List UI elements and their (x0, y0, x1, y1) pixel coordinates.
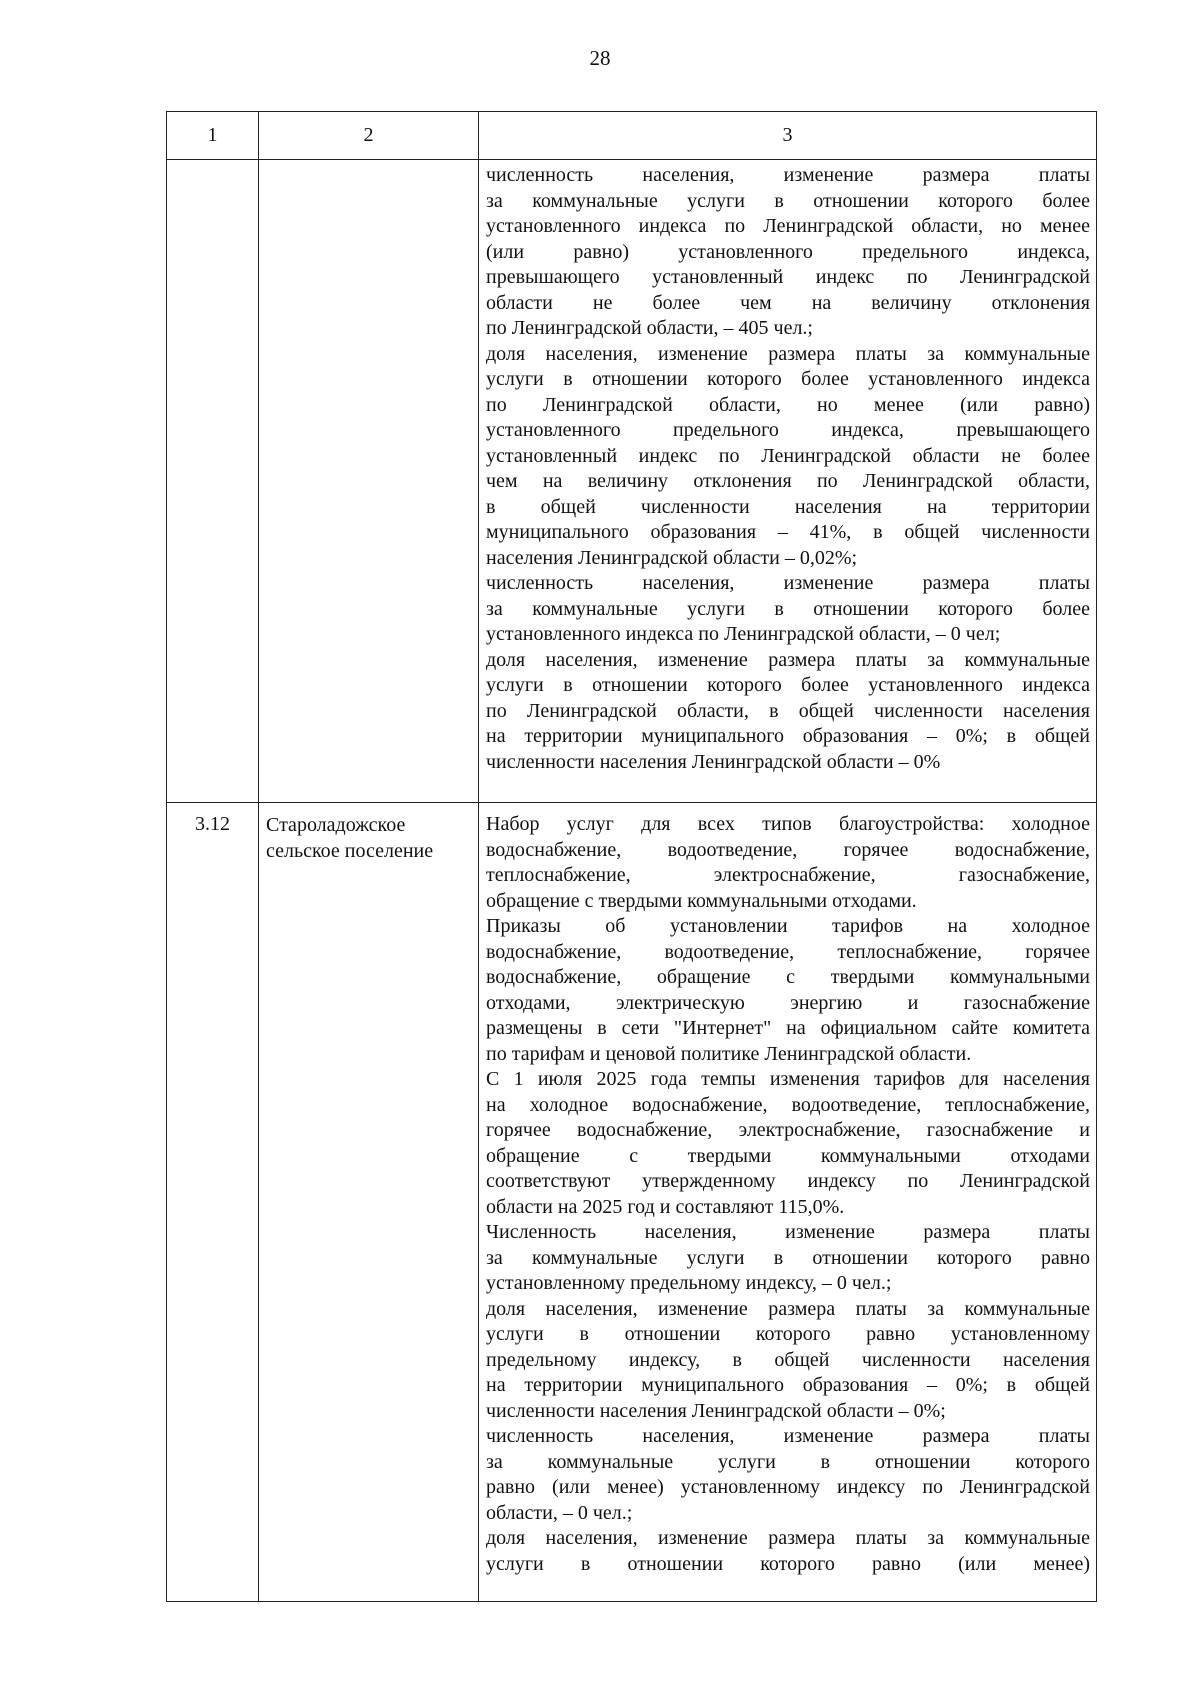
text-line: численности населения Ленинградской области – 0% (486, 750, 941, 773)
settlement-name (259, 160, 479, 803)
text-line: обращение с твердыми коммунальными отходами. (486, 889, 917, 912)
text-line: области, – 0 чел.; (486, 1501, 633, 1524)
text-line: за коммунальные услуги в отношении которого (486, 1450, 1090, 1473)
text-line: обращение с твердыми коммунальными отходами (486, 1144, 1090, 1167)
text-line: С 1 июля 2025 года темпы изменения тарифов для населения (486, 1068, 1090, 1090)
text-line: области на 2025 год и составляют 115,0%. (486, 1195, 845, 1218)
header-col-1: 1 (167, 112, 259, 160)
text-line: установленного индекса по Ленинградской области, – 0 чел; (486, 623, 1001, 645)
text-line: установленному предельному индексу, – 0 чел.; (486, 1272, 892, 1294)
text-line: по тарифам и ценовой политике Ленинградской области. (486, 1042, 972, 1065)
row-number (167, 160, 259, 803)
table-row (167, 803, 1097, 1602)
text-line: доля населения, изменение размера платы за коммунальные (486, 1527, 1090, 1549)
text-line: соответствуют утвержденному индексу по Ленинградской (486, 1170, 1090, 1192)
text-line: Набор услуг для всех типов благоустройства: холодное (486, 813, 1090, 835)
text-line: за коммунальные услуги в отношении которого равно (486, 1246, 1090, 1269)
text-line: численности населения Ленинградской области – 0%; (486, 1399, 946, 1422)
text-line: по Ленинградской области, в общей численности населения (486, 699, 1090, 722)
row-description (479, 160, 1097, 803)
text-line: по Ленинградской области, – 405 чел.; (486, 317, 813, 339)
tariff-table (166, 111, 1097, 1602)
text-line: услуги в отношении которого более установленного индекса (486, 368, 1090, 390)
text-line: размещены в сети "Интернет" на официальном сайте комитета (486, 1017, 1090, 1039)
text-line: равно (или менее) установленному индексу по Ленинградской (486, 1476, 1090, 1498)
text-line: услуги в отношении которого равно (или менее) (486, 1552, 1090, 1575)
text-line: водоснабжение, водоотведение, горячее водоснабжение, (486, 838, 1090, 861)
text-line: доля населения, изменение размера платы за коммунальные (486, 342, 1090, 365)
text-line: численность населения, изменение размера платы (486, 164, 1090, 186)
table-header-row (167, 112, 1097, 160)
text-line: чем на величину отклонения по Ленинградской области, (486, 470, 1090, 492)
row-number: 3.12 (167, 803, 259, 1602)
text-line: за коммунальные услуги в отношении которого более (486, 189, 1090, 212)
table-row (167, 160, 1097, 803)
row-description (479, 803, 1097, 1602)
settlement-name-line: Староладожское (266, 814, 406, 836)
text-line: горячее водоснабжение, электроснабжение, газоснабжение и (486, 1119, 1090, 1141)
text-line: по Ленинградской области, но менее (или равно) (486, 393, 1090, 416)
text-line: услуги в отношении которого более установленного индекса (486, 674, 1090, 696)
text-line: услуги в отношении которого равно установленному (486, 1323, 1090, 1345)
text-line: Численность населения, изменение размера платы (486, 1221, 1090, 1243)
text-line: на территории муниципального образования – 0%; в общей (486, 725, 1090, 747)
text-line: теплоснабжение, электроснабжение, газоснабжение, (486, 864, 1090, 886)
text-line: в общей численности населения на территории (486, 495, 1090, 518)
text-line: численность населения, изменение размера платы (486, 1425, 1090, 1447)
text-line: отходами, электрическую энергию и газоснабжение (486, 991, 1090, 1014)
text-line: области не более чем на величину отклонения (486, 291, 1090, 314)
text-line: превышающего установленный индекс по Ленинградской (486, 266, 1090, 288)
text-line: на территории муниципального образования – 0%; в общей (486, 1374, 1090, 1396)
text-line: водоснабжение, водоотведение, теплоснабжение, горячее (486, 940, 1090, 963)
text-line: Приказы об установлении тарифов на холодное (486, 915, 1090, 937)
text-line: доля населения, изменение размера платы за коммунальные (486, 1297, 1090, 1320)
text-line: водоснабжение, обращение с твердыми коммунальными (486, 966, 1090, 988)
text-line: на холодное водоснабжение, водоотведение, теплоснабжение, (486, 1093, 1090, 1116)
header-col-3: 3 (479, 112, 1097, 160)
settlement-name-line: сельское поселение (266, 839, 434, 862)
header-col-2: 2 (259, 112, 479, 160)
text-line: установленного индекса по Ленинградской области, но менее (486, 215, 1090, 237)
text-line: населения Ленинградской области – 0,02%; (486, 546, 858, 569)
text-line: предельному индексу, в общей численности населения (486, 1348, 1090, 1371)
text-line: установленного предельного индекса, превышающего (486, 419, 1090, 441)
text-line: доля населения, изменение размера платы за коммунальные (486, 648, 1090, 671)
text-line: (или равно) установленного предельного индекса, (486, 240, 1090, 263)
settlement-name (259, 803, 479, 1602)
text-line: муниципального образования – 41%, в общей численности (486, 521, 1090, 543)
text-line: численность населения, изменение размера платы (486, 572, 1090, 594)
text-line: за коммунальные услуги в отношении которого более (486, 597, 1090, 620)
page-number: 28 (589, 46, 611, 70)
text-line: установленный индекс по Ленинградской области не более (486, 444, 1090, 467)
